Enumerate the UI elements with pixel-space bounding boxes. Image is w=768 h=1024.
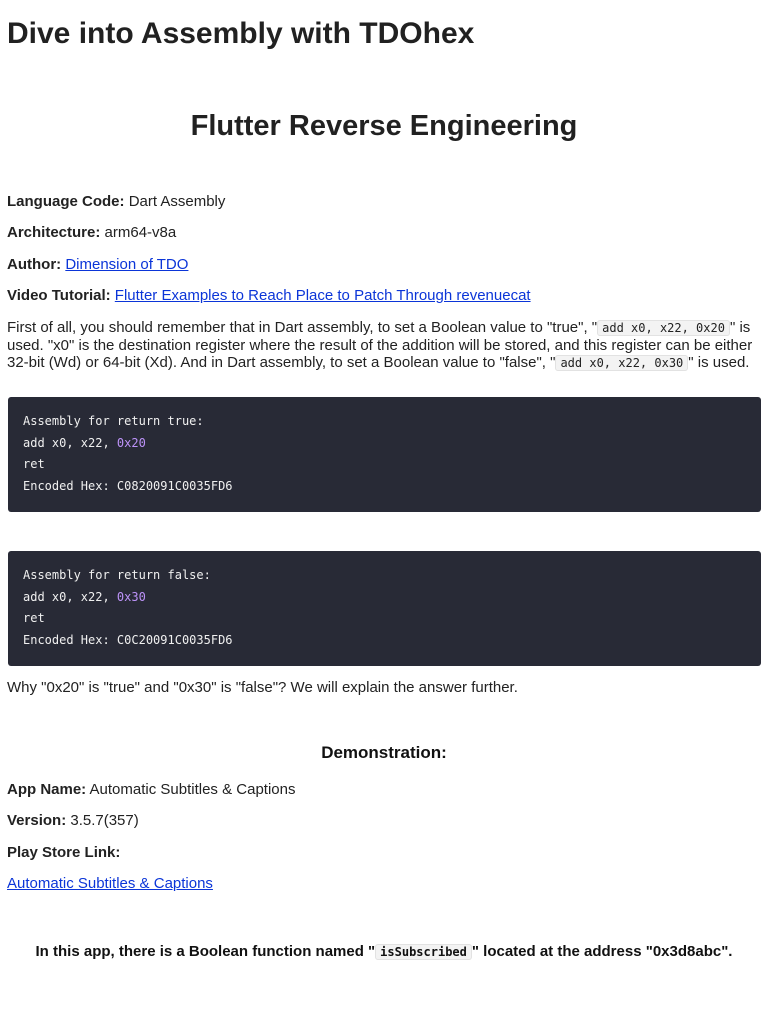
why-text: Why "0x20" is "true" and "0x30" is "false"? We will explain the answer further. [7, 679, 518, 696]
inline-code-function-name: isSubscribed [375, 944, 472, 960]
code-line: ret [23, 611, 45, 626]
author-link[interactable]: Dimension of TDO [65, 256, 189, 273]
play-store-link[interactable]: Automatic Subtitles & Captions [7, 875, 213, 892]
app-name-line [7, 780, 295, 800]
video-tutorial-line [7, 286, 531, 306]
intro-paragraph [7, 319, 761, 372]
video-tutorial-label: Video Tutorial: [7, 287, 111, 304]
version-line [7, 811, 139, 831]
intro-text-1: First of all, you should remember that in Dart assembly, to set a Boolean value to "true", " [7, 319, 598, 336]
code-line: Encoded Hex: C0820091C0035FD6 [23, 479, 233, 494]
code-line: add x0, x22, 0x20 [23, 435, 146, 450]
inline-code-false: add x0, x22, 0x30 [555, 355, 688, 371]
language-code-label: Language Code: [7, 193, 125, 210]
code-line: add x0, x22, 0x30 [23, 589, 146, 604]
architecture-line [7, 223, 176, 243]
app-name-label: App Name: [7, 781, 87, 798]
function-note-text-2: " located at the address "0x3d8abc". [471, 943, 733, 960]
demonstration-heading: Demonstration: [321, 743, 447, 762]
language-code-value: Dart Assembly [128, 193, 226, 210]
code-number: 0x30 [116, 589, 146, 604]
video-tutorial-link[interactable]: Flutter Examples to Reach Place to Patch Through revenuecat [114, 287, 531, 304]
app-name-value: Automatic Subtitles & Captions [89, 781, 296, 798]
code-line: Assembly for return true: [23, 414, 204, 428]
version-label: Version: [7, 812, 67, 829]
code-line: Encoded Hex: C0C20091C0035FD6 [23, 633, 233, 648]
play-store-line [7, 843, 120, 863]
code-line: Assembly for return false: [23, 568, 211, 582]
author-line [7, 255, 188, 275]
site-title: Dive into Assembly with TDOhex [7, 17, 475, 50]
function-note [0, 941, 768, 963]
page-title: Flutter Reverse Engineering [190, 110, 578, 142]
code-block-return-true [8, 397, 761, 512]
play-store-link-line [7, 874, 213, 894]
play-store-label: Play Store Link: [7, 844, 121, 861]
code-block-return-false [8, 551, 761, 666]
function-note-text-1: In this app, there is a Boolean function named " [35, 943, 376, 960]
author-label: Author: [7, 256, 62, 273]
code-number: 0x20 [116, 435, 146, 450]
version-value: 3.5.7(357) [70, 812, 139, 829]
architecture-label: Architecture: [7, 224, 101, 241]
intro-text-3: " is used. [688, 354, 750, 371]
intro-text-2: " is used. "x0" is the destination register where the result of the addition will be stored, and this register can be either 32-bit (Wd) or 64-bit (Xd). And in Dart assembly, to set a Boolean value to "false", " [7, 319, 753, 371]
language-code-line [7, 192, 225, 212]
architecture-value: arm64-v8a [104, 224, 177, 241]
inline-code-true: add x0, x22, 0x20 [597, 320, 730, 336]
code-line: ret [23, 457, 45, 472]
